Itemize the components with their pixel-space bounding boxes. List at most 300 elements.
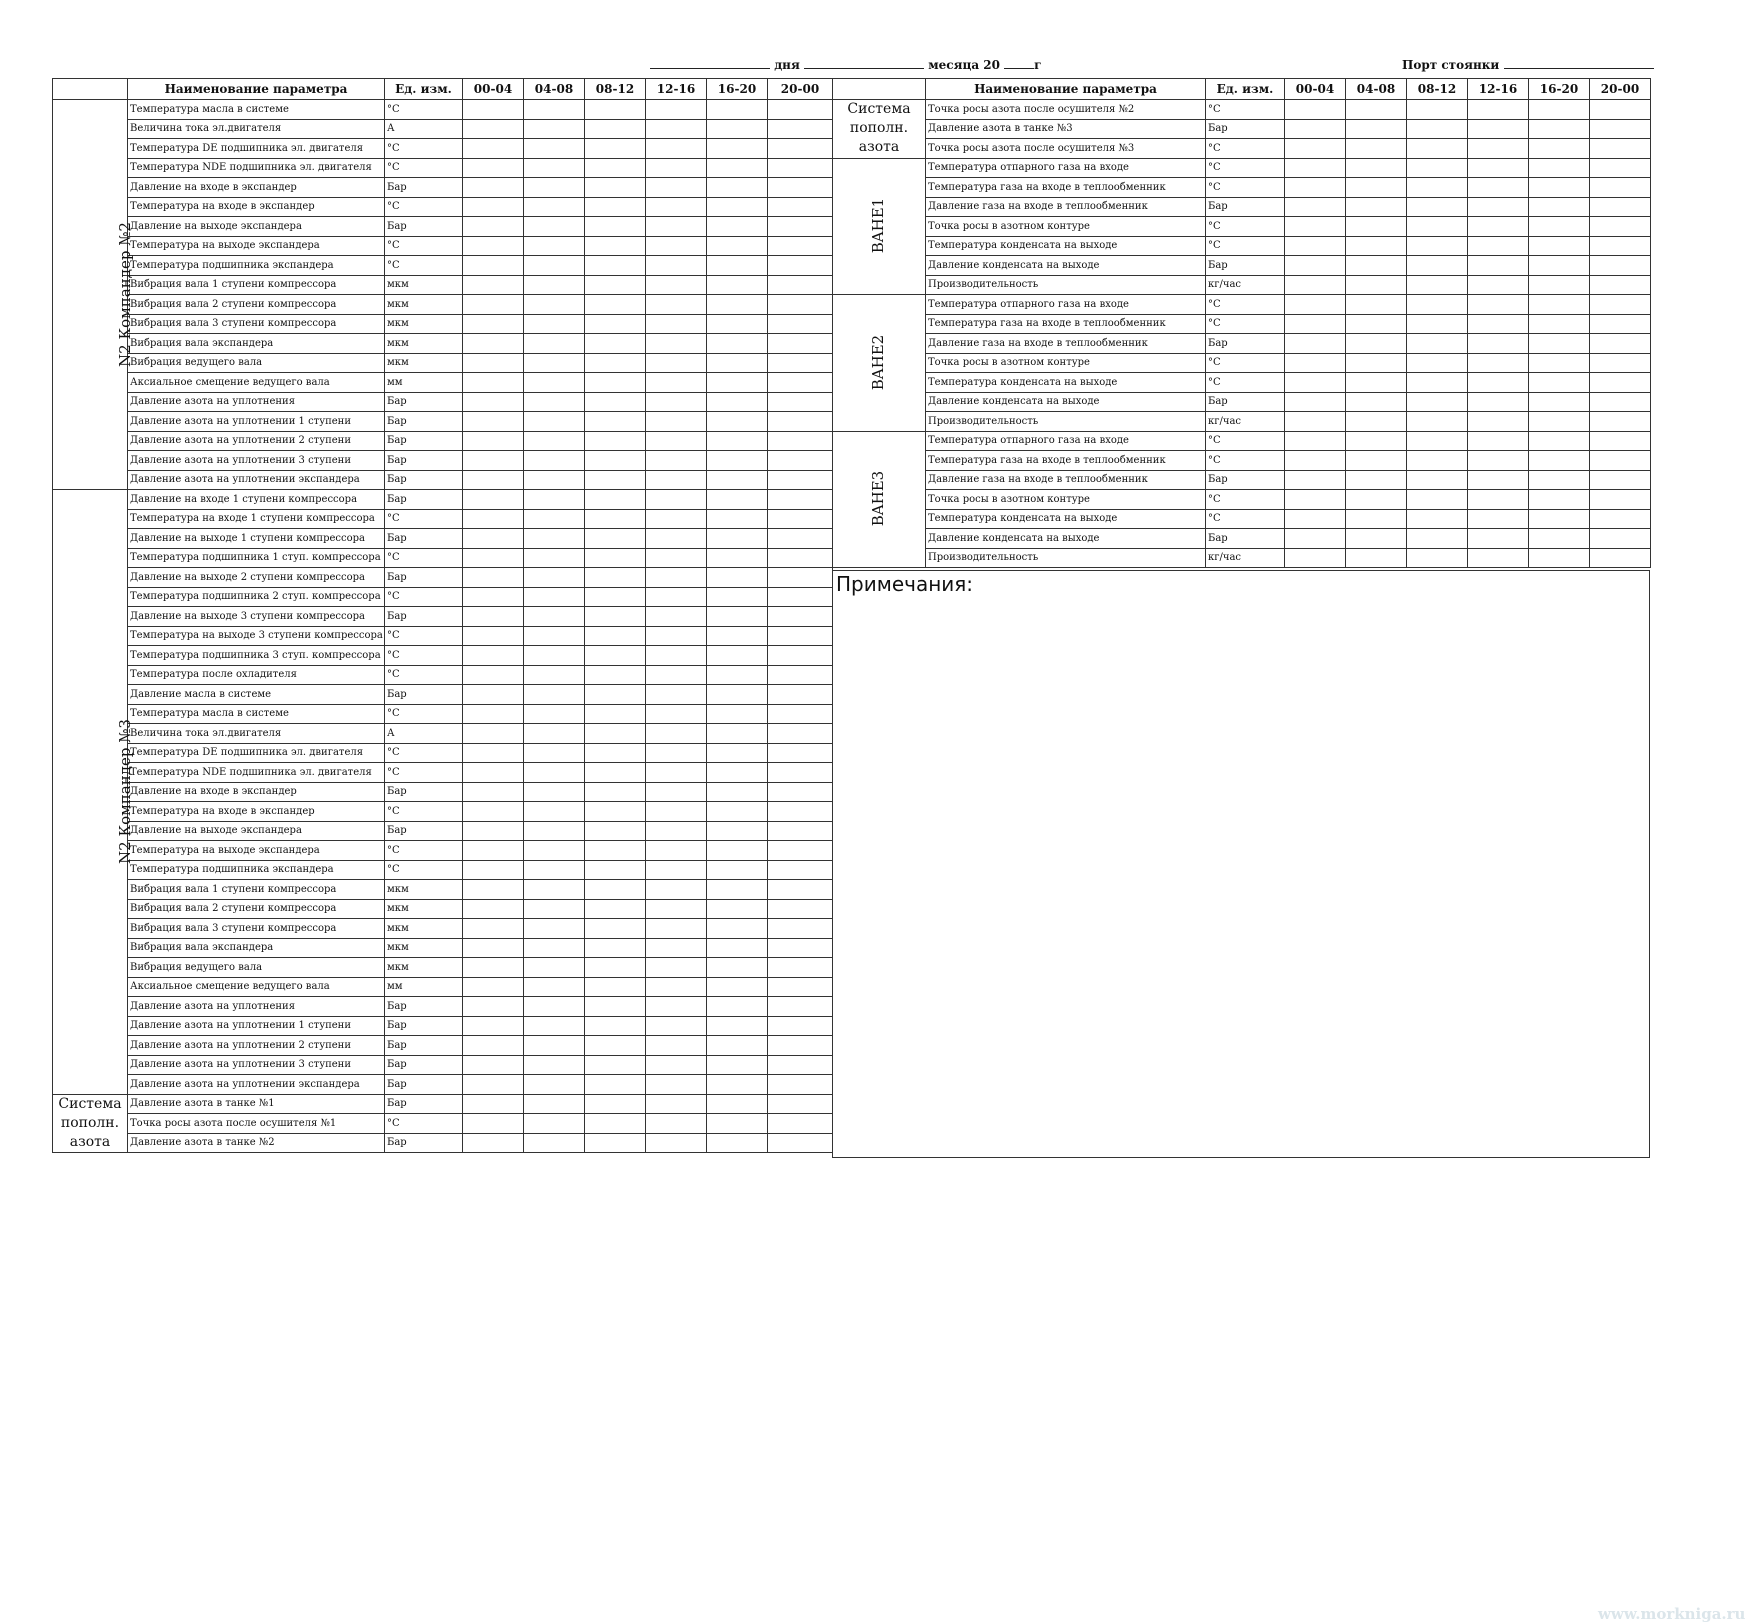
value-cell[interactable] <box>1529 139 1590 159</box>
value-cell[interactable] <box>1407 451 1468 471</box>
value-cell[interactable] <box>1468 451 1529 471</box>
value-cell[interactable] <box>646 1114 707 1134</box>
value-cell[interactable] <box>1590 431 1651 451</box>
value-cell[interactable] <box>707 724 768 744</box>
value-cell[interactable] <box>707 178 768 198</box>
value-cell[interactable] <box>768 841 833 861</box>
value-cell[interactable] <box>768 1055 833 1075</box>
value-cell[interactable] <box>707 509 768 529</box>
value-cell[interactable] <box>1590 412 1651 432</box>
value-cell[interactable] <box>1407 373 1468 393</box>
value-cell[interactable] <box>707 997 768 1017</box>
value-cell[interactable] <box>768 568 833 588</box>
value-cell[interactable] <box>1407 158 1468 178</box>
value-cell[interactable] <box>646 724 707 744</box>
value-cell[interactable] <box>463 724 524 744</box>
value-cell[interactable] <box>524 724 585 744</box>
value-cell[interactable] <box>646 1036 707 1056</box>
value-cell[interactable] <box>1590 256 1651 276</box>
value-cell[interactable] <box>524 275 585 295</box>
value-cell[interactable] <box>463 841 524 861</box>
value-cell[interactable] <box>707 548 768 568</box>
value-cell[interactable] <box>646 431 707 451</box>
value-cell[interactable] <box>1346 256 1407 276</box>
value-cell[interactable] <box>524 743 585 763</box>
value-cell[interactable] <box>707 821 768 841</box>
value-cell[interactable] <box>585 938 646 958</box>
value-cell[interactable] <box>463 568 524 588</box>
value-cell[interactable] <box>1468 178 1529 198</box>
value-cell[interactable] <box>1590 275 1651 295</box>
value-cell[interactable] <box>1285 392 1346 412</box>
value-cell[interactable] <box>524 802 585 822</box>
value-cell[interactable] <box>524 646 585 666</box>
value-cell[interactable] <box>1346 295 1407 315</box>
value-cell[interactable] <box>463 314 524 334</box>
value-cell[interactable] <box>1285 529 1346 549</box>
value-cell[interactable] <box>463 470 524 490</box>
value-cell[interactable] <box>768 724 833 744</box>
value-cell[interactable] <box>646 353 707 373</box>
value-cell[interactable] <box>585 451 646 471</box>
value-cell[interactable] <box>646 548 707 568</box>
value-cell[interactable] <box>463 743 524 763</box>
value-cell[interactable] <box>463 490 524 510</box>
value-cell[interactable] <box>768 1036 833 1056</box>
value-cell[interactable] <box>768 626 833 646</box>
value-cell[interactable] <box>707 704 768 724</box>
value-cell[interactable] <box>585 782 646 802</box>
value-cell[interactable] <box>646 451 707 471</box>
value-cell[interactable] <box>463 509 524 529</box>
value-cell[interactable] <box>585 646 646 666</box>
value-cell[interactable] <box>524 334 585 354</box>
value-cell[interactable] <box>707 1036 768 1056</box>
value-cell[interactable] <box>1407 178 1468 198</box>
value-cell[interactable] <box>463 782 524 802</box>
value-cell[interactable] <box>768 295 833 315</box>
value-cell[interactable] <box>768 860 833 880</box>
value-cell[interactable] <box>1346 275 1407 295</box>
value-cell[interactable] <box>1285 100 1346 120</box>
value-cell[interactable] <box>707 860 768 880</box>
value-cell[interactable] <box>463 685 524 705</box>
value-cell[interactable] <box>585 704 646 724</box>
value-cell[interactable] <box>768 217 833 237</box>
value-cell[interactable] <box>524 860 585 880</box>
value-cell[interactable] <box>463 1075 524 1095</box>
value-cell[interactable] <box>1285 178 1346 198</box>
value-cell[interactable] <box>707 490 768 510</box>
value-cell[interactable] <box>585 509 646 529</box>
value-cell[interactable] <box>707 256 768 276</box>
value-cell[interactable] <box>768 509 833 529</box>
value-cell[interactable] <box>463 412 524 432</box>
value-cell[interactable] <box>707 607 768 627</box>
value-cell[interactable] <box>463 119 524 139</box>
value-cell[interactable] <box>524 451 585 471</box>
value-cell[interactable] <box>1285 509 1346 529</box>
value-cell[interactable] <box>585 587 646 607</box>
value-cell[interactable] <box>1468 256 1529 276</box>
value-cell[interactable] <box>463 997 524 1017</box>
value-cell[interactable] <box>707 568 768 588</box>
value-cell[interactable] <box>524 392 585 412</box>
value-cell[interactable] <box>1590 529 1651 549</box>
value-cell[interactable] <box>524 763 585 783</box>
value-cell[interactable] <box>524 685 585 705</box>
value-cell[interactable] <box>1468 470 1529 490</box>
value-cell[interactable] <box>768 451 833 471</box>
value-cell[interactable] <box>707 412 768 432</box>
value-cell[interactable] <box>646 685 707 705</box>
value-cell[interactable] <box>463 704 524 724</box>
value-cell[interactable] <box>524 958 585 978</box>
value-cell[interactable] <box>646 782 707 802</box>
value-cell[interactable] <box>1590 490 1651 510</box>
value-cell[interactable] <box>646 100 707 120</box>
value-cell[interactable] <box>707 119 768 139</box>
value-cell[interactable] <box>768 587 833 607</box>
value-cell[interactable] <box>524 373 585 393</box>
value-cell[interactable] <box>768 529 833 549</box>
value-cell[interactable] <box>524 314 585 334</box>
value-cell[interactable] <box>768 373 833 393</box>
value-cell[interactable] <box>707 295 768 315</box>
value-cell[interactable] <box>585 1094 646 1114</box>
value-cell[interactable] <box>1346 490 1407 510</box>
value-cell[interactable] <box>524 938 585 958</box>
value-cell[interactable] <box>585 373 646 393</box>
value-cell[interactable] <box>1285 373 1346 393</box>
value-cell[interactable] <box>463 958 524 978</box>
value-cell[interactable] <box>585 665 646 685</box>
value-cell[interactable] <box>524 412 585 432</box>
value-cell[interactable] <box>1529 412 1590 432</box>
value-cell[interactable] <box>1468 548 1529 568</box>
value-cell[interactable] <box>1468 295 1529 315</box>
value-cell[interactable] <box>1285 490 1346 510</box>
day-blank[interactable] <box>650 57 770 69</box>
value-cell[interactable] <box>524 470 585 490</box>
value-cell[interactable] <box>1590 334 1651 354</box>
value-cell[interactable] <box>1529 548 1590 568</box>
value-cell[interactable] <box>646 704 707 724</box>
value-cell[interactable] <box>646 860 707 880</box>
value-cell[interactable] <box>463 802 524 822</box>
value-cell[interactable] <box>1407 256 1468 276</box>
value-cell[interactable] <box>1346 412 1407 432</box>
value-cell[interactable] <box>585 217 646 237</box>
value-cell[interactable] <box>1285 139 1346 159</box>
value-cell[interactable] <box>1529 217 1590 237</box>
value-cell[interactable] <box>585 880 646 900</box>
value-cell[interactable] <box>1590 470 1651 490</box>
value-cell[interactable] <box>646 256 707 276</box>
value-cell[interactable] <box>524 665 585 685</box>
value-cell[interactable] <box>1468 236 1529 256</box>
value-cell[interactable] <box>768 1094 833 1114</box>
value-cell[interactable] <box>768 685 833 705</box>
value-cell[interactable] <box>768 139 833 159</box>
value-cell[interactable] <box>1590 217 1651 237</box>
value-cell[interactable] <box>768 763 833 783</box>
value-cell[interactable] <box>1407 334 1468 354</box>
value-cell[interactable] <box>768 178 833 198</box>
value-cell[interactable] <box>768 958 833 978</box>
value-cell[interactable] <box>1346 314 1407 334</box>
value-cell[interactable] <box>1346 509 1407 529</box>
value-cell[interactable] <box>585 1114 646 1134</box>
value-cell[interactable] <box>707 1133 768 1153</box>
value-cell[interactable] <box>1468 197 1529 217</box>
value-cell[interactable] <box>1346 334 1407 354</box>
value-cell[interactable] <box>768 392 833 412</box>
value-cell[interactable] <box>768 158 833 178</box>
value-cell[interactable] <box>768 938 833 958</box>
value-cell[interactable] <box>1468 392 1529 412</box>
value-cell[interactable] <box>1529 353 1590 373</box>
value-cell[interactable] <box>707 314 768 334</box>
value-cell[interactable] <box>646 997 707 1017</box>
value-cell[interactable] <box>768 899 833 919</box>
value-cell[interactable] <box>768 256 833 276</box>
value-cell[interactable] <box>646 587 707 607</box>
value-cell[interactable] <box>585 977 646 997</box>
value-cell[interactable] <box>768 607 833 627</box>
value-cell[interactable] <box>585 763 646 783</box>
value-cell[interactable] <box>1529 334 1590 354</box>
value-cell[interactable] <box>1529 197 1590 217</box>
value-cell[interactable] <box>585 1055 646 1075</box>
value-cell[interactable] <box>585 139 646 159</box>
value-cell[interactable] <box>463 938 524 958</box>
value-cell[interactable] <box>1285 334 1346 354</box>
value-cell[interactable] <box>768 412 833 432</box>
value-cell[interactable] <box>1590 100 1651 120</box>
value-cell[interactable] <box>768 1016 833 1036</box>
value-cell[interactable] <box>707 782 768 802</box>
value-cell[interactable] <box>524 509 585 529</box>
value-cell[interactable] <box>524 1114 585 1134</box>
value-cell[interactable] <box>1468 353 1529 373</box>
value-cell[interactable] <box>463 392 524 412</box>
value-cell[interactable] <box>585 841 646 861</box>
value-cell[interactable] <box>646 392 707 412</box>
value-cell[interactable] <box>1285 353 1346 373</box>
value-cell[interactable] <box>646 802 707 822</box>
value-cell[interactable] <box>463 353 524 373</box>
value-cell[interactable] <box>1590 236 1651 256</box>
value-cell[interactable] <box>585 529 646 549</box>
value-cell[interactable] <box>1346 431 1407 451</box>
value-cell[interactable] <box>646 568 707 588</box>
value-cell[interactable] <box>646 938 707 958</box>
value-cell[interactable] <box>1346 217 1407 237</box>
value-cell[interactable] <box>585 1036 646 1056</box>
value-cell[interactable] <box>707 1055 768 1075</box>
value-cell[interactable] <box>707 646 768 666</box>
value-cell[interactable] <box>524 704 585 724</box>
value-cell[interactable] <box>768 275 833 295</box>
value-cell[interactable] <box>1590 373 1651 393</box>
value-cell[interactable] <box>646 919 707 939</box>
value-cell[interactable] <box>463 626 524 646</box>
value-cell[interactable] <box>585 607 646 627</box>
value-cell[interactable] <box>585 860 646 880</box>
value-cell[interactable] <box>707 958 768 978</box>
value-cell[interactable] <box>524 119 585 139</box>
value-cell[interactable] <box>524 158 585 178</box>
value-cell[interactable] <box>524 821 585 841</box>
value-cell[interactable] <box>1407 353 1468 373</box>
value-cell[interactable] <box>585 568 646 588</box>
value-cell[interactable] <box>707 431 768 451</box>
value-cell[interactable] <box>768 236 833 256</box>
value-cell[interactable] <box>1468 217 1529 237</box>
value-cell[interactable] <box>463 256 524 276</box>
value-cell[interactable] <box>585 685 646 705</box>
value-cell[interactable] <box>1590 119 1651 139</box>
value-cell[interactable] <box>646 899 707 919</box>
value-cell[interactable] <box>1529 529 1590 549</box>
value-cell[interactable] <box>585 119 646 139</box>
value-cell[interactable] <box>646 958 707 978</box>
value-cell[interactable] <box>1590 451 1651 471</box>
value-cell[interactable] <box>524 295 585 315</box>
value-cell[interactable] <box>585 802 646 822</box>
value-cell[interactable] <box>524 1133 585 1153</box>
value-cell[interactable] <box>646 626 707 646</box>
value-cell[interactable] <box>463 1016 524 1036</box>
value-cell[interactable] <box>646 646 707 666</box>
value-cell[interactable] <box>1285 295 1346 315</box>
value-cell[interactable] <box>646 1075 707 1095</box>
value-cell[interactable] <box>1407 100 1468 120</box>
value-cell[interactable] <box>1285 470 1346 490</box>
value-cell[interactable] <box>1285 431 1346 451</box>
value-cell[interactable] <box>1407 314 1468 334</box>
value-cell[interactable] <box>707 977 768 997</box>
value-cell[interactable] <box>1407 392 1468 412</box>
value-cell[interactable] <box>524 217 585 237</box>
value-cell[interactable] <box>707 880 768 900</box>
value-cell[interactable] <box>463 529 524 549</box>
value-cell[interactable] <box>463 100 524 120</box>
value-cell[interactable] <box>707 626 768 646</box>
value-cell[interactable] <box>646 217 707 237</box>
value-cell[interactable] <box>1346 158 1407 178</box>
value-cell[interactable] <box>585 626 646 646</box>
value-cell[interactable] <box>646 178 707 198</box>
value-cell[interactable] <box>463 880 524 900</box>
value-cell[interactable] <box>707 158 768 178</box>
value-cell[interactable] <box>768 880 833 900</box>
value-cell[interactable] <box>1346 100 1407 120</box>
value-cell[interactable] <box>1468 509 1529 529</box>
value-cell[interactable] <box>707 685 768 705</box>
value-cell[interactable] <box>1590 197 1651 217</box>
value-cell[interactable] <box>1346 353 1407 373</box>
value-cell[interactable] <box>463 275 524 295</box>
value-cell[interactable] <box>646 275 707 295</box>
value-cell[interactable] <box>646 1094 707 1114</box>
value-cell[interactable] <box>463 763 524 783</box>
value-cell[interactable] <box>1529 392 1590 412</box>
value-cell[interactable] <box>585 256 646 276</box>
value-cell[interactable] <box>585 431 646 451</box>
value-cell[interactable] <box>1285 197 1346 217</box>
value-cell[interactable] <box>1529 100 1590 120</box>
value-cell[interactable] <box>768 490 833 510</box>
value-cell[interactable] <box>1407 529 1468 549</box>
value-cell[interactable] <box>707 275 768 295</box>
value-cell[interactable] <box>585 958 646 978</box>
value-cell[interactable] <box>768 197 833 217</box>
value-cell[interactable] <box>524 1016 585 1036</box>
value-cell[interactable] <box>646 743 707 763</box>
value-cell[interactable] <box>585 1075 646 1095</box>
value-cell[interactable] <box>1529 490 1590 510</box>
value-cell[interactable] <box>1590 353 1651 373</box>
value-cell[interactable] <box>463 646 524 666</box>
value-cell[interactable] <box>1346 529 1407 549</box>
value-cell[interactable] <box>524 568 585 588</box>
value-cell[interactable] <box>463 197 524 217</box>
value-cell[interactable] <box>646 1055 707 1075</box>
value-cell[interactable] <box>707 587 768 607</box>
value-cell[interactable] <box>646 197 707 217</box>
value-cell[interactable] <box>768 704 833 724</box>
value-cell[interactable] <box>585 236 646 256</box>
value-cell[interactable] <box>707 1075 768 1095</box>
value-cell[interactable] <box>524 431 585 451</box>
value-cell[interactable] <box>1529 373 1590 393</box>
value-cell[interactable] <box>1407 119 1468 139</box>
value-cell[interactable] <box>585 821 646 841</box>
value-cell[interactable] <box>585 275 646 295</box>
value-cell[interactable] <box>707 938 768 958</box>
value-cell[interactable] <box>585 392 646 412</box>
value-cell[interactable] <box>1407 431 1468 451</box>
value-cell[interactable] <box>646 470 707 490</box>
value-cell[interactable] <box>768 1133 833 1153</box>
value-cell[interactable] <box>1590 158 1651 178</box>
value-cell[interactable] <box>524 490 585 510</box>
value-cell[interactable] <box>768 665 833 685</box>
value-cell[interactable] <box>1285 275 1346 295</box>
value-cell[interactable] <box>768 334 833 354</box>
value-cell[interactable] <box>1407 412 1468 432</box>
value-cell[interactable] <box>524 100 585 120</box>
value-cell[interactable] <box>1529 119 1590 139</box>
value-cell[interactable] <box>463 334 524 354</box>
value-cell[interactable] <box>646 373 707 393</box>
value-cell[interactable] <box>646 509 707 529</box>
value-cell[interactable] <box>646 1133 707 1153</box>
value-cell[interactable] <box>707 1114 768 1134</box>
value-cell[interactable] <box>524 899 585 919</box>
value-cell[interactable] <box>585 412 646 432</box>
value-cell[interactable] <box>646 295 707 315</box>
value-cell[interactable] <box>1529 256 1590 276</box>
value-cell[interactable] <box>463 860 524 880</box>
value-cell[interactable] <box>1285 314 1346 334</box>
value-cell[interactable] <box>1468 431 1529 451</box>
value-cell[interactable] <box>768 646 833 666</box>
value-cell[interactable] <box>1285 548 1346 568</box>
value-cell[interactable] <box>463 373 524 393</box>
